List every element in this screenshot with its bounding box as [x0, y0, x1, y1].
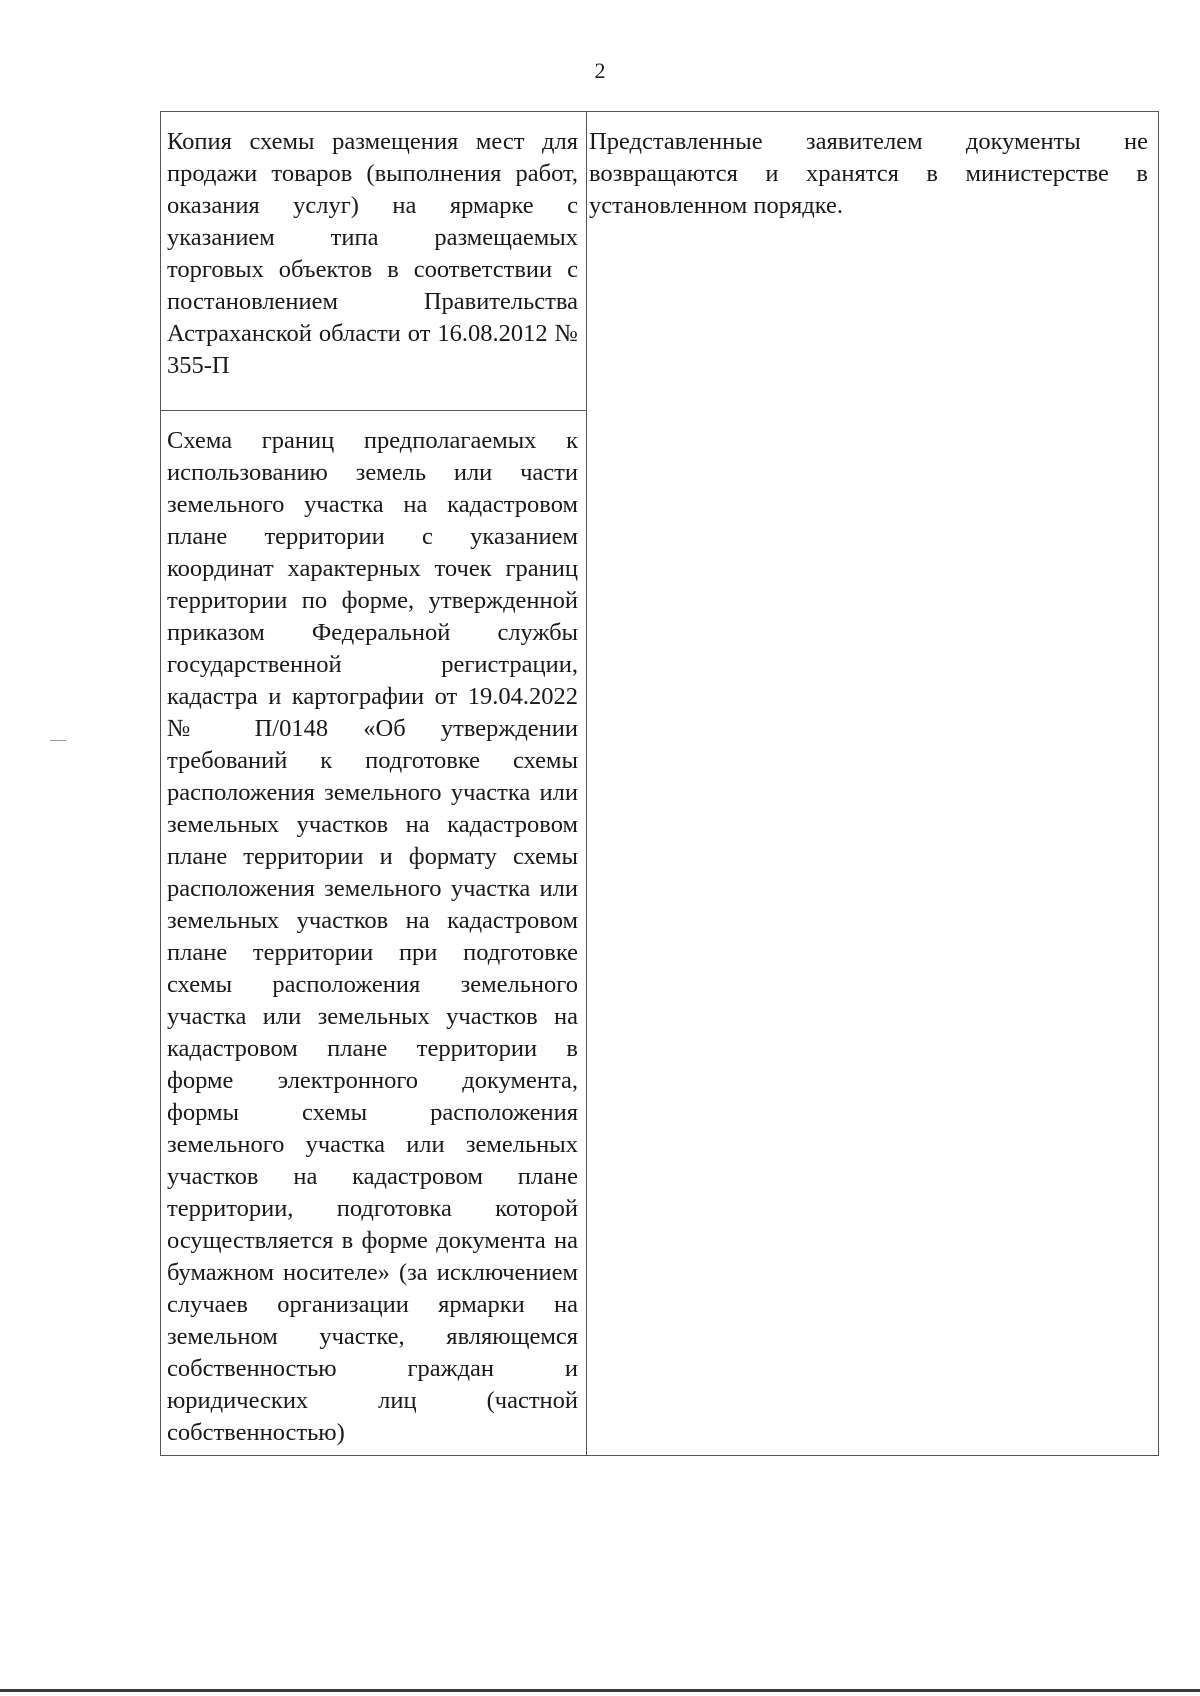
document-text: Схема границ предполагаемых к использованию земель или части земельного участка на кадастровом плане территории с указанием координат характерных точек границ территории по форме, утвержденной приказом Федеральной службы государственной регистрации, кадастра и картографии от 19.04.2022 № П/0148 «Об утверждении требований к подготовке схемы расположения земельного участка или земельных участков на кадастровом плане территории и формату схемы расположения земельного участка или земельных участков на кадастровом плане территории при подготовке схемы расположения земельного участка или земельных участков на кадастровом плане территории в форме электронного документа, формы схемы расположения земельного участка или земельных участков на кадастровом плане территории, подготовка которой осуществляется в форме документа на бумажном носителе» (за исключением случаев организации ярмарки на земельном участке, являющемся собственностью граждан и юридических лиц (частной собственностью): [167, 427, 578, 1446]
note-text: Представленные заявителем документы не возвращаются и хранятся в министерстве в установленном порядке.: [589, 128, 1148, 219]
document-text: Копия схемы размещения мест для продажи товаров (выполнения работ, оказания услуг) на ярмарке с указанием типа размещаемых торговых объектов в соответствии с постановлением Правительства Астраханской области от 16.08.2012 № 355-П: [167, 128, 578, 379]
table-cell-document: [161, 411, 587, 1456]
table-row: [161, 112, 1159, 411]
page-bottom-rule: [0, 1689, 1200, 1692]
documents-table: [160, 111, 1159, 1456]
table-cell-document: [161, 112, 587, 411]
scan-artifact: [50, 740, 66, 741]
page-number: 2: [594, 58, 606, 83]
table-cell-note: [587, 112, 1159, 1456]
